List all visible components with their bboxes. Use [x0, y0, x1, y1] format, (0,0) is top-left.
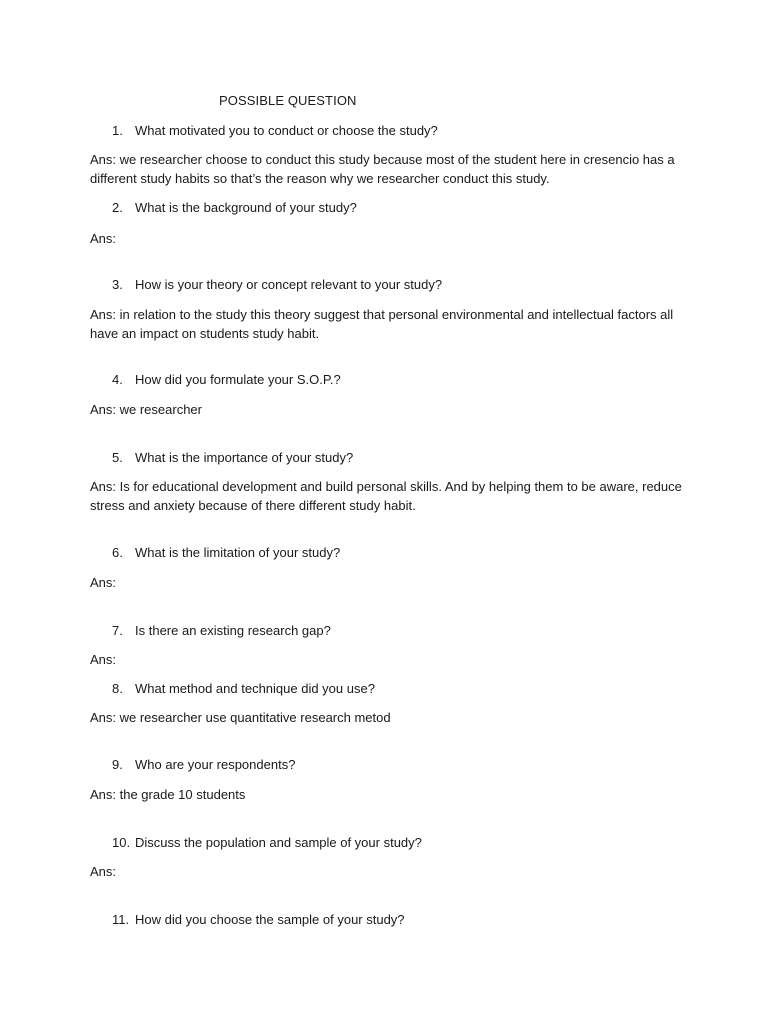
- question-number: 8.: [112, 681, 123, 696]
- question-number: 4.: [112, 372, 123, 387]
- answer-1: Ans: we researcher choose to conduct this study because most of the student here in cresencio has a different study habits so that’s the reason why we researcher conduct this study.: [90, 152, 675, 186]
- question-text: Is there an existing research gap?: [135, 623, 331, 638]
- question-8: [112, 681, 375, 696]
- question-text: What is the importance of your study?: [135, 450, 354, 465]
- question-text: How did you choose the sample of your study?: [135, 912, 405, 927]
- question-1: [112, 123, 438, 138]
- question-text: What method and technique did you use?: [135, 681, 375, 696]
- question-text: Discuss the population and sample of your study?: [135, 835, 422, 850]
- question-text: What is the background of your study?: [135, 200, 357, 215]
- question-9: [112, 757, 295, 772]
- question-text: What motivated you to conduct or choose the study?: [135, 123, 438, 138]
- question-number: 7.: [112, 623, 123, 638]
- question-number: 10.: [112, 835, 131, 850]
- document-title: POSSIBLE QUESTION: [219, 93, 357, 108]
- question-text: What is the limitation of your study?: [135, 545, 341, 560]
- question-4: [112, 372, 341, 387]
- answer-9: Ans: the grade 10 students: [90, 787, 246, 802]
- answer-5: Ans: Is for educational development and build personal skills. And by helping them to be aware, reduce stress and anxiety because of there different study habit.: [90, 479, 682, 513]
- answer-2: Ans:: [90, 231, 117, 246]
- question-number: 1.: [112, 123, 123, 138]
- question-10: [112, 835, 422, 850]
- question-text: How is your theory or concept relevant to your study?: [135, 277, 443, 292]
- question-3: [112, 277, 442, 292]
- question-5: [112, 450, 353, 465]
- question-number: 2.: [112, 200, 123, 215]
- question-number: 5.: [112, 450, 123, 465]
- answer-10: Ans:: [90, 864, 117, 879]
- answer-6: Ans:: [90, 575, 117, 590]
- question-text: Who are your respondents?: [135, 757, 296, 772]
- answer-3: Ans: in relation to the study this theory suggest that personal environmental and intellectual factors all have an impact on students study habit.: [90, 307, 674, 341]
- question-number: 9.: [112, 757, 123, 772]
- question-text: How did you formulate your S.O.P.?: [135, 372, 341, 387]
- question-6: [112, 545, 340, 560]
- question-11: [112, 912, 405, 927]
- question-2: [112, 200, 357, 215]
- question-number: 3.: [112, 277, 123, 292]
- answer-7: Ans:: [90, 652, 117, 667]
- question-7: [112, 623, 331, 638]
- question-number: 6.: [112, 545, 123, 560]
- question-number: 11.: [112, 912, 130, 927]
- answer-4: Ans: we researcher: [90, 402, 202, 417]
- answer-8: Ans: we researcher use quantitative research metod: [90, 710, 391, 725]
